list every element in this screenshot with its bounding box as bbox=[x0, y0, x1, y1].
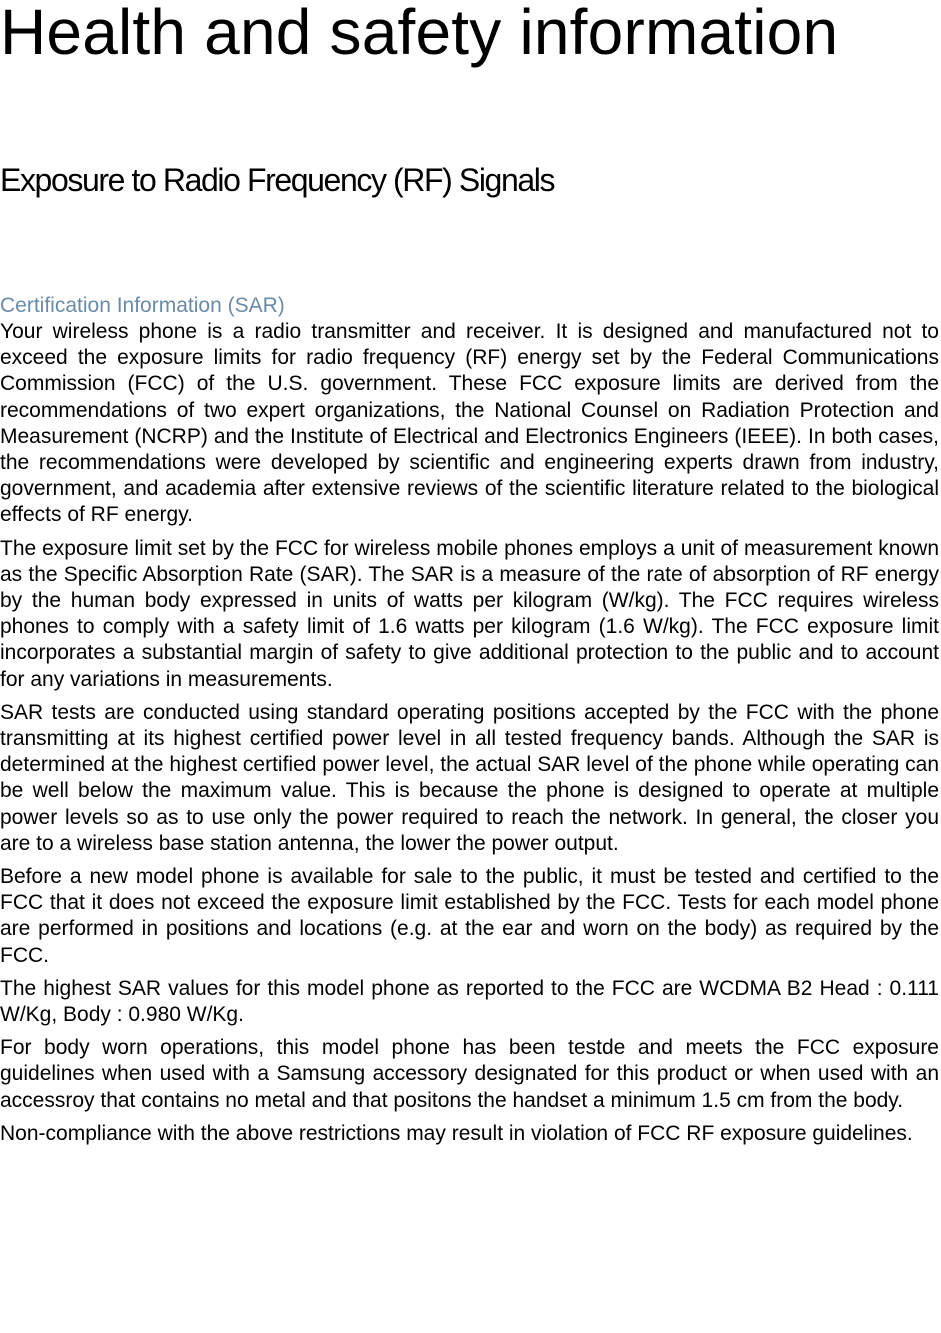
paragraph-intro: Your wireless phone is a radio transmitter and receiver. It is designed and manufactured not to exceed the exposure limits for radio frequency (RF) energy set by the Federal Communications Commission (FCC) of the U.S. government. These FCC exposure limits are derived from the recommendations of two expert organizations, the National Counsel on Radiation Protection and Measurement (NCRP) and the Institute of Electrical and Electronics Engineers (IEEE). In both cases, the recommendations were developed by scientific and engineering experts drawn from industry, government, and academia after extensive reviews of the scientific literature related to the biological effects of RF energy. bbox=[0, 320, 939, 527]
paragraph-sar-values: The highest SAR values for this model phone as reported to the FCC are WCDMA B2 Head : 0.111 W/Kg, Body : 0.980 W/Kg. bbox=[0, 976, 939, 1027]
section-body bbox=[0, 293, 939, 1154]
sar-subheading: Certification Information (SAR) bbox=[0, 294, 285, 317]
paragraph-certification: Before a new model phone is available for sale to the public, it must be tested and certified to the FCC that it does not exceed the exposure limit established by the FCC. Tests for each model phone are performed in positions and locations (e.g. at the ear and worn on the body) as required by the FCC. bbox=[0, 865, 939, 967]
paragraph-body-worn: For body worn operations, this model phone has been testde and meets the FCC exposure guidelines when used with a Samsung accessory designated for this product or when used with an accessroy that contains no metal and that positons the handset a minimum 1.5 cm from the body. bbox=[0, 1036, 939, 1112]
paragraph-sar-tests: SAR tests are conducted using standard operating positions accepted by the FCC with the phone transmitting at its highest certified power level in all tested frequency bands. Although the SAR is determined at the highest certified power level, the actual SAR level of the phone while operating can be well below the maximum value. This is because the phone is designed to operate at multiple power levels so as to use only the power required to reach the network. In general, the closer you are to a wireless base station antenna, the lower the power output. bbox=[0, 700, 939, 855]
paragraph-sar-definition: The exposure limit set by the FCC for wireless mobile phones employs a unit of measurement known as the Specific Absorption Rate (SAR). The SAR is a measure of the rate of absorption of RF energy by the human body expressed in units of watts per kilogram (W/kg). The FCC requires wireless phones to comply with a safety limit of 1.6 watts per kilogram (1.6 W/kg). The FCC exposure limit incorporates a substantial margin of safety to give additional protection to the public and to account for any variations in measurements. bbox=[0, 536, 939, 691]
paragraph-non-compliance: Non-compliance with the above restrictions may result in violation of FCC RF exposure guidelines. bbox=[0, 1121, 913, 1145]
document-title: Health and safety information bbox=[0, 0, 839, 68]
section-title: Exposure to Radio Frequency (RF) Signals bbox=[0, 162, 555, 198]
